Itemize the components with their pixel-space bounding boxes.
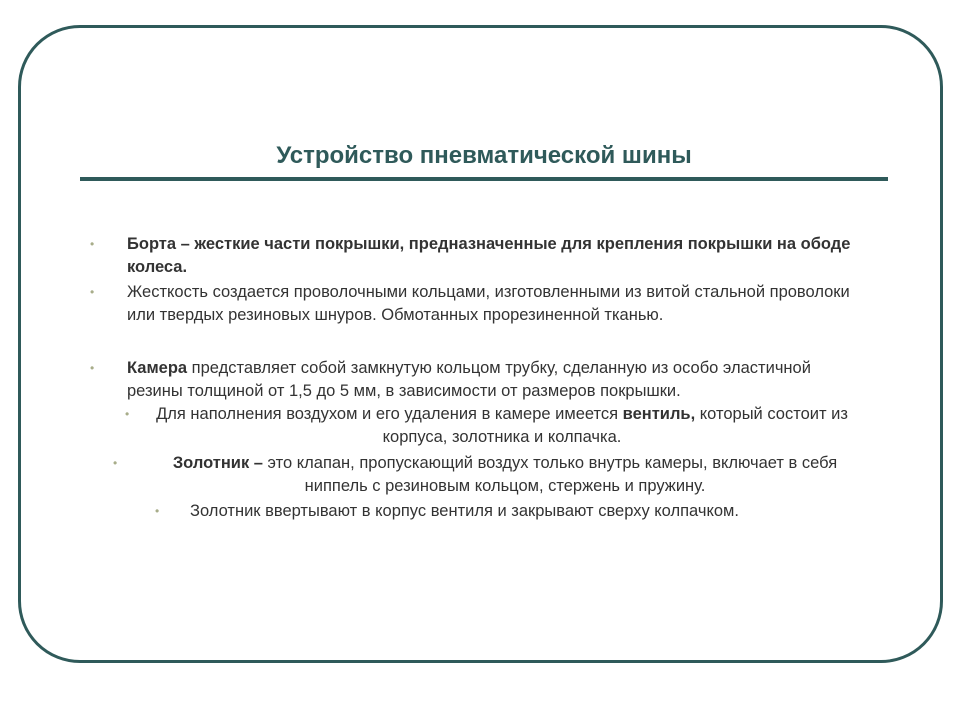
item-text-pre: Для наполнения воздухом и его удаления в камере имеется (156, 405, 623, 423)
list-item-borta (127, 233, 872, 279)
bullet-dot: • (155, 504, 160, 518)
bullet-dot: • (90, 285, 95, 299)
item-text: Жесткость создается проволочными кольцами, изготовленными из витой стальной проволоки или твердых резиновых шнуров. Обмотанных прорезиненной тканью. (127, 283, 850, 324)
item-text: Золотник ввертывают в корпус вентиля и закрывают сверху колпачком. (190, 502, 739, 520)
list-item-ventil (152, 403, 852, 449)
bullet-dot: • (113, 456, 118, 470)
item-bold: вентиль, (622, 405, 696, 423)
slide-frame (18, 25, 943, 663)
list-item-zolotnik-install (190, 500, 870, 523)
item-text-post: который состоит из корпуса, золотника и колпачка. (382, 405, 848, 446)
item-text: представляет собой замкнутую кольцом трубку, сделанную из особо эластичной резины толщиной от 1,5 до 5 мм, в зависимости от размеров покрышки. (127, 359, 811, 400)
item-text: Борта – жесткие части покрышки, предназначенные для крепления покрышки на ободе колеса. (127, 235, 851, 276)
bullet-dot: • (90, 361, 95, 375)
bullet-dot: • (125, 407, 130, 421)
slide-title: Устройство пневматической шины (276, 142, 692, 169)
item-bold: Золотник – (172, 454, 263, 472)
item-bold: Камера (127, 359, 188, 377)
bullet-dot: • (90, 237, 95, 251)
list-item-stiffness (127, 281, 857, 327)
item-text: это клапан, пропускающий воздух только внутрь камеры, включает в себя ниппель с резиновым кольцом, стержень и пружину. (262, 454, 838, 495)
list-item-zolotnik (140, 452, 870, 498)
list-item-kamera (127, 357, 867, 403)
title-underline (80, 177, 888, 181)
